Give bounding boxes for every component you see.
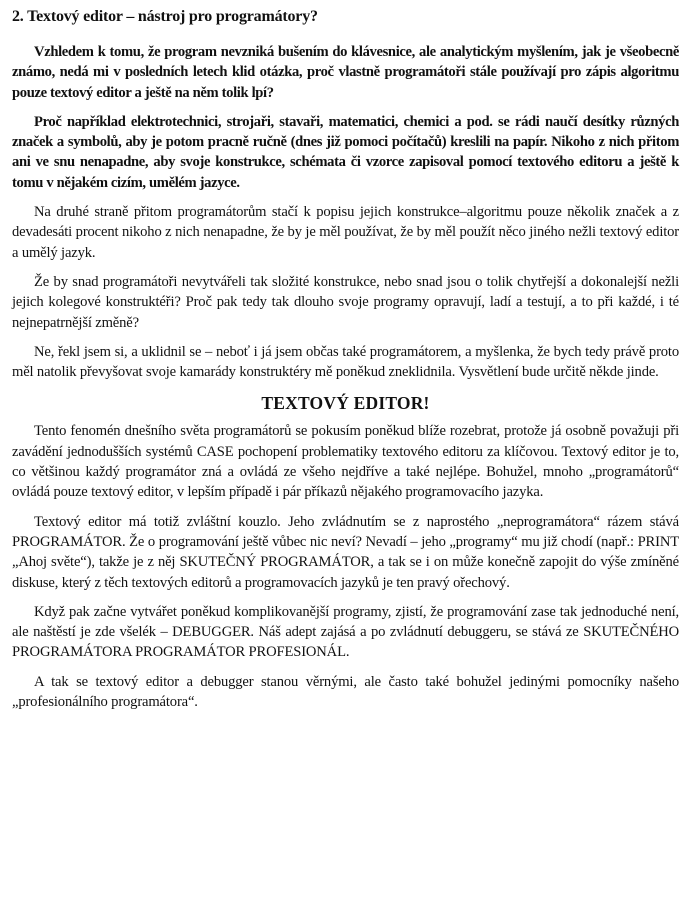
- document-page: [12, 6, 679, 721]
- paragraph-intro-1: Vzhledem k tomu, že program nevzniká bušením do klávesnice, ale analytickým myšlením, jak je všeobecně známo, nedá mi v posledních letech klid otázka, proč vlastně programátoři stále používají pro zápis algoritmu pouze textový editor a ještě na něm tolik lpí?: [12, 44, 679, 101]
- paragraph-section-2: Textový editor má totiž zvláštní kouzlo. Jeho zvládnutím se z naprostého „neprogramátora“ rázem stává PROGRAMÁTOR. Že o programování ještě vůbec nic neví? Nevadí – jeho „programy“ mu již chodí (např.: PRINT „Ahoj světe“), takže je z něj SKUTEČNÝ PROGRAMÁTOR, a tak se i on může konečně zapojit do výše zmíněné diskuse, který z těch textových editorů a programovacích jazyků je ten pravý ořechový.: [12, 513, 679, 591]
- paragraph-section-1: Tento fenomén dnešního světa programátorů se pokusím poněkud blíže rozebrat, protože já osobně považuji při zavádění jednodušších systémů CASE pochopení problematiky textového editoru za klíčovou. Textový editor je to, co většinou každý programátor zná a ovládá ze všeho nejdříve a také nejlépe. Bohužel, mnoho „programátorů“ ovládá pouze textový editor, v lepším případě i pár příkazů nějakého programovacího jazyka.: [12, 423, 679, 501]
- section-title: TEXTOVÝ EDITOR!: [261, 393, 430, 414]
- paragraph-intro-5: Ne, řekl jsem si, a uklidnil se – neboť i já jsem občas také programátorem, a myšlenka, že bych tedy právě proto měl natolik převyšovat svoje kamarády konstruktéry mě poněkud zneklidnila. Vysvětlení bude určitě někde jinde.: [12, 343, 679, 381]
- paragraph-intro-4: Že by snad programátoři nevytvářeli tak složité konstrukce, nebo snad jsou o tolik chytřejší a dokonalejší nežli jejich kolegové konstruktéři? Proč pak tedy tak dlouho svoje programy opravují, ladí a testují, a to při každé, i té nejnepatrnější změně?: [12, 273, 679, 331]
- paragraph-section-3: Když pak začne vytvářet poněkud komplikovanější programy, zjistí, že programování zase tak jednoduché není, ale naštěstí je zde všelék – DEBUGGER. Náš adept zajásá a po zvládnutí debuggeru, se stává ze SKUTEČNÉHO PROGRAMÁTORA PROGRAMÁTOR PROFESIONÁL.: [12, 603, 679, 661]
- paragraph-intro-3: Na druhé straně přitom programátorům stačí k popisu jejich konstrukce–algoritmu pouze několik značek a z devadesáti procent nikoho z nich nenapadne, že by je měl používat, že by měl použít něco jiného nežli textový editor a umělý jazyk.: [12, 204, 679, 261]
- paragraph-intro-2: Proč například elektrotechnici, strojaři, stavaři, matematici, chemici a pod. se rádi naučí desítky různých značek a symbolů, aby je potom pracně ručně (dnes již pomoci počítačů) kreslili na papír. Nikoho z nich přitom ani ve snu nenapadne, aby svoje konstrukce, schémata či vzorce zapisoval pomocí textového editoru a ještě k tomu v nějakém cizím, umělém jazyce.: [12, 113, 679, 191]
- chapter-heading: 2. Textový editor – nástroj pro programátory?: [12, 8, 318, 25]
- paragraph-section-4: A tak se textový editor a debugger stanou věrnými, ale často také bohužel jedinými pomocníky našeho „profesionálního programátora“.: [12, 673, 679, 711]
